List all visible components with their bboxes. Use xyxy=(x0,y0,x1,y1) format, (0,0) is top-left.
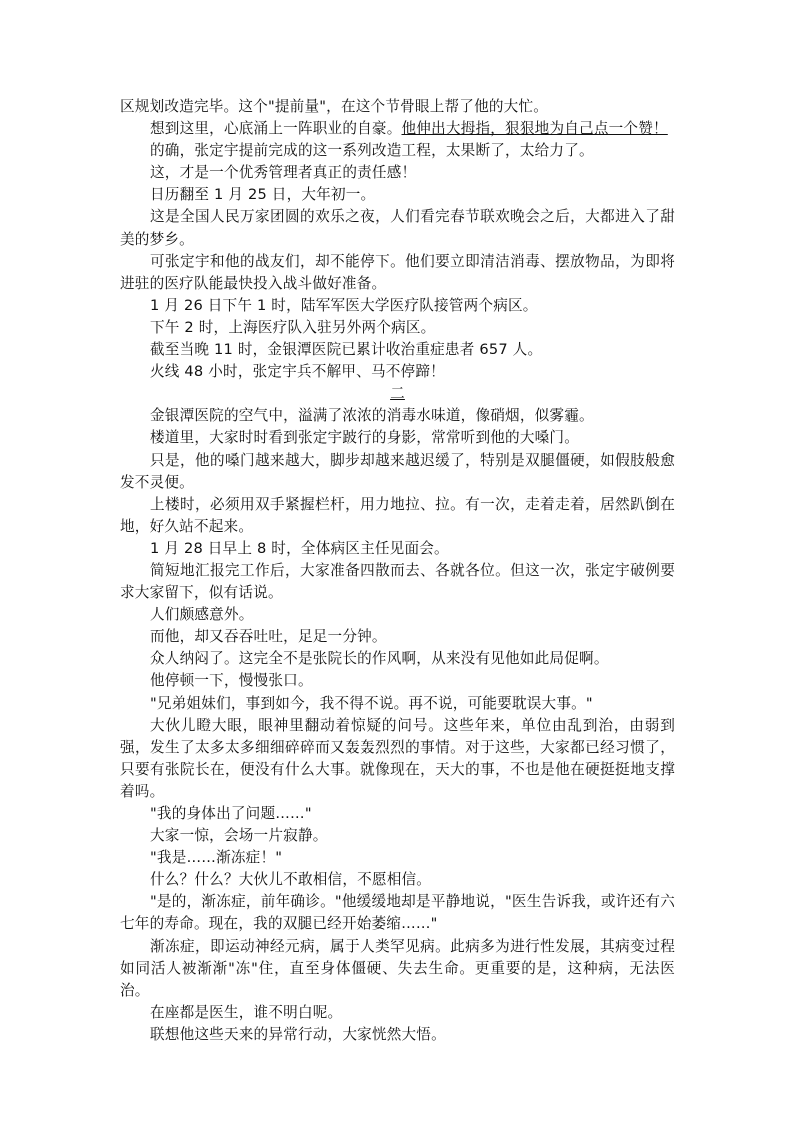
paragraph-text: 他停顿一下，慢慢张口。 xyxy=(150,672,313,690)
paragraph-text: 这是全国人民万家团圆的欢乐之夜，人们看完春节联欢晚会之后，大都进入了甜美的梦乡。 xyxy=(120,208,675,248)
paragraph xyxy=(120,184,675,206)
section-number: 二 xyxy=(390,385,405,403)
paragraph xyxy=(120,803,675,825)
paragraph-text: 下午 2 时，上海医疗队入驻另外两个病区。 xyxy=(150,318,436,336)
section-heading xyxy=(120,383,675,405)
paragraph-text: 上楼时，必须用双手紧握栏杆，用力地拉、拉。有一次，走着走着，居然趴倒在地，好久站不起来。 xyxy=(120,495,675,535)
paragraph xyxy=(120,206,675,250)
paragraph-text: 大伙儿瞪大眼，眼神里翻动着惊疑的问号。这些年来，单位由乱到治，由弱到强，发生了太多太多细细碎碎而又轰轰烈烈的事情。对于这些，大家都已经习惯了，只要有张院长在，便没有什么大事。就像现在，天大的事，不也是他在硬挺挺地支撑着吗。 xyxy=(120,716,675,800)
paragraph-text: 金银潭医院的空气中，溢满了浓浓的消毒水味道，像硝烟，似雾霾。 xyxy=(150,407,594,425)
paragraph xyxy=(120,670,675,692)
underlined-text: 他伸出大拇指，狠狠地为自己点一个赞！ xyxy=(401,120,668,138)
paragraph xyxy=(120,626,675,648)
paragraph xyxy=(120,560,675,604)
paragraph xyxy=(120,339,675,361)
paragraph xyxy=(120,1002,675,1024)
paragraph xyxy=(120,450,675,494)
paragraph xyxy=(120,361,675,383)
paragraph xyxy=(120,715,675,803)
paragraph-text: 而他，却又吞吞吐吐，足足一分钟。 xyxy=(150,628,387,646)
document-page xyxy=(120,96,675,1046)
paragraph xyxy=(120,427,675,449)
paragraph xyxy=(120,295,675,317)
paragraph-text: 的确，张定宇提前完成的这一系列改造工程，太果断了，太给力了。 xyxy=(150,142,594,160)
paragraph-text: "是的，渐冻症，前年确诊。"他缓缓地却是平静地说，"医生告诉我，或许还有六七年的寿命。现在，我的双腿已经开始萎缩……" xyxy=(120,893,675,933)
paragraph xyxy=(120,538,675,560)
paragraph xyxy=(120,140,675,162)
paragraph xyxy=(120,847,675,869)
paragraph-text: 截至当晚 11 时，金银潭医院已累计收治重症患者 657 人。 xyxy=(150,341,543,359)
paragraph xyxy=(120,1024,675,1046)
paragraph xyxy=(120,936,675,1002)
paragraph-text: 区规划改造完毕。这个"提前量"，在这个节骨眼上帮了他的大忙。 xyxy=(120,98,549,115)
paragraph-text: 联想他这些天来的异常行动，大家恍然大悟。 xyxy=(150,1025,446,1043)
paragraph xyxy=(120,162,675,184)
paragraph-text: 在座都是医生，谁不明白呢。 xyxy=(150,1003,343,1021)
paragraph-text: "兄弟姐妹们，事到如今，我不得不说。再不说，可能要耽误大事。" xyxy=(150,694,593,712)
paragraph xyxy=(120,604,675,626)
paragraph-text: 众人纳闷了。这完全不是张院长的作风啊，从来没有见他如此局促啊。 xyxy=(150,650,609,668)
paragraph-text: 想到这里，心底涌上一阵职业的自豪。 xyxy=(150,120,402,138)
paragraph xyxy=(120,825,675,847)
paragraph xyxy=(120,869,675,891)
paragraph-text: 渐冻症，即运动神经元病，属于人类罕见病。此病多为进行性发展，其病变过程如同活人被渐渐"冻"住，直至身体僵硬、失去生命。更重要的是，这种病，无法医治。 xyxy=(120,937,675,999)
paragraph-text: 什么？什么？大伙儿不敢相信，不愿相信。 xyxy=(150,871,432,889)
paragraph-text: "我的身体出了问题……" xyxy=(150,805,312,822)
paragraph-text: 1 月 26 日下午 1 时，陆军军医大学医疗队接管两个病区。 xyxy=(150,296,538,314)
paragraph-text: 人们颇感意外。 xyxy=(150,606,254,624)
paragraph-text: 简短地汇报完工作后，大家准备四散而去、各就各位。但这一次，张定宇破例要求大家留下，似有话说。 xyxy=(120,561,675,602)
paragraph-text: 日历翻至 1 月 25 日，大年初一。 xyxy=(150,186,376,204)
paragraph-text: 可张定宇和他的战友们，却不能停下。他们要立即清洁消毒、摆放物品，为即将进驻的医疗队能最快投入战斗做好准备。 xyxy=(120,252,675,292)
paragraph-text: "我是……渐冻症！" xyxy=(150,849,283,867)
paragraph-text: 楼道里，大家时时看到张定宇跛行的身影，常常听到他的大嗓门。 xyxy=(150,429,580,447)
paragraph-text: 大家一惊，会场一片寂静。 xyxy=(150,827,328,845)
paragraph-text: 只是，他的嗓门越来越大，脚步却越来越迟缓了，特别是双腿僵硬，如假肢般愈发不灵便。 xyxy=(120,451,675,491)
paragraph xyxy=(120,405,675,427)
paragraph-text: 火线 48 小时，张定宇兵不解甲、马不停蹄！ xyxy=(150,363,445,381)
paragraph xyxy=(120,494,675,538)
paragraph xyxy=(120,693,675,715)
paragraph xyxy=(120,96,675,118)
paragraph xyxy=(120,317,675,339)
paragraph-text: 这，才是一个优秀管理者真正的责任感！ xyxy=(150,164,417,182)
paragraph xyxy=(120,118,675,140)
paragraph-text: 1 月 28 日早上 8 时，全体病区主任见面会。 xyxy=(150,539,449,557)
paragraph xyxy=(120,251,675,295)
paragraph xyxy=(120,648,675,670)
paragraph xyxy=(120,891,675,935)
